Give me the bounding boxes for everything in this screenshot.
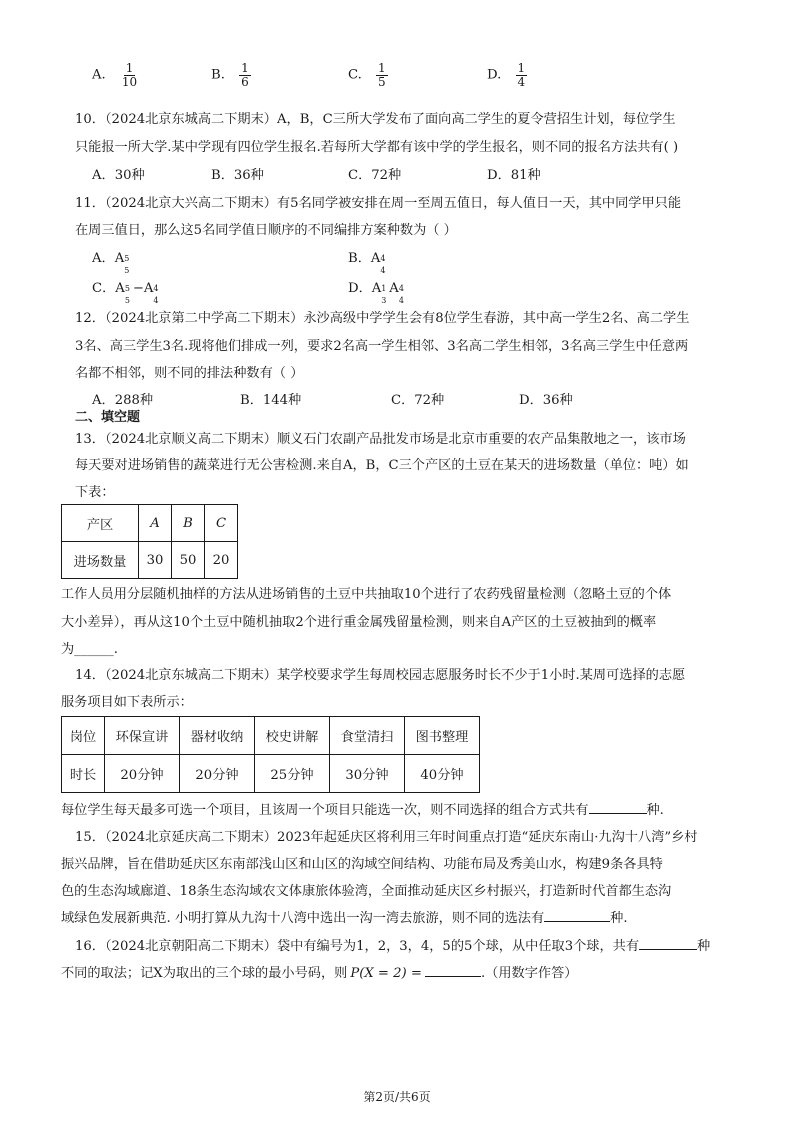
q15-line-3: 色的生态沟域廊道、18条生态沟域农文体康旅体验湾，全面推动延庆区乡村振兴，打造新时代首都生态沟 (61, 884, 672, 899)
q14-table-cell: 环保宣讲 (105, 717, 180, 755)
q9-option-b-letter: B. (211, 67, 225, 83)
q15-line-4: 域绿色发展新典范. 小明打算从九沟十八湾中选出一沟一湾去旅游，则不同的选法有 种. (61, 911, 628, 926)
q14-table-cell: 器材收纳 (180, 717, 255, 755)
q11-option-d: D．A 1 3 A 4 4 (348, 281, 404, 305)
q14-table-cell: 岗位 (62, 717, 105, 755)
q14-table-header-row (62, 717, 480, 755)
q13-line-3: 下表： (75, 485, 115, 500)
q15-answer-blank (544, 921, 610, 922)
q16-answer-blank-2 (425, 976, 481, 977)
q10-line-1: 10．（2024北京东城高二下期末）A，B，C三所大学发布了面向高二学生的夏令营招生计划，每位学生 (75, 112, 676, 127)
q13-table-cell: C (205, 505, 238, 542)
q14-table-cell: 30分钟 (330, 755, 405, 793)
q14-line-1: 14．（2024北京东城高二下期末）某学校要求学生每周校园志愿服务时长不少于1小时.某周可选择的志愿 (75, 668, 686, 683)
q9-option-c-letter: C. (348, 67, 362, 83)
q10-option-d: D．81种 (487, 168, 541, 183)
q13-line-1: 13．（2024北京顺义高二下期末）顺义石门农副产品批发市场是北京市重要的农产品集散地之一，该市场 (75, 432, 686, 447)
section-heading-fill-in: 二、填空题 (75, 410, 141, 425)
q14-line-2: 服务项目如下表所示： (61, 695, 193, 710)
q9-option-c-fraction: $\frac{1}{5}$ (378, 61, 386, 89)
page-footer: 第2页/共6页 (363, 1090, 431, 1104)
q12-option-d: D．36种 (519, 393, 573, 408)
q10-option-c: C．72种 (348, 168, 402, 183)
q9-option-b (211, 62, 251, 88)
q12-option-c: C．72种 (391, 393, 445, 408)
q9-option-d-fraction: $\frac{1}{4}$ (517, 61, 526, 89)
q13-table-data-row (62, 542, 238, 579)
q14-table-data-row (62, 755, 480, 793)
q14-table-cell: 25分钟 (255, 755, 330, 793)
q13-table-cell: 进场数量 (62, 542, 139, 579)
q13-table-cell: B (172, 505, 205, 542)
q13-table-cell: A (139, 505, 172, 542)
q14-table (61, 716, 480, 793)
q13-table-cell: 50 (172, 542, 205, 579)
q13-table (61, 504, 238, 579)
q13-line-6: 为______. (61, 642, 118, 657)
q13-table-header-row (62, 505, 238, 542)
q10-line-2: 只能报一所大学.某中学现有四位学生报名.若每所大学都有该中学的学生报名，则不同的报名方法共有( ) (75, 140, 679, 155)
q12-line-1: 12．（2024北京第二中学高二下期末）永沙高级中学学生会有8位学生春游，其中高一学生2名、高二学生 (75, 311, 690, 326)
q11-option-a: A．A 5 5 (92, 251, 130, 275)
q9-option-b-fraction: $\frac{1}{6}$ (241, 61, 249, 89)
q13-table-cell: 产区 (62, 505, 139, 542)
q9-option-a (92, 62, 139, 88)
q14-table-cell: 20分钟 (105, 755, 180, 793)
q14-table-cell: 食堂清扫 (330, 717, 405, 755)
q14-table-cell: 图书整理 (405, 717, 480, 755)
q9-option-d (487, 62, 527, 88)
q15-line-1: 15．（2024北京延庆高二下期末）2023年起延庆区将利用三年时间重点打造“延庆东南山·九沟十八湾”乡村 (75, 830, 698, 845)
q9-option-c (348, 62, 388, 88)
q16-line-1: 16．（2024北京朝阳高二下期末）袋中有编号为1，2，3，4，5的5个球，从中任取3个球，共有 种 (75, 939, 711, 954)
q11-line-2: 在周三值日，那么这5名同学值日顺序的不同编排方案种数为（ ） (75, 223, 457, 238)
q12-option-b: B．144种 (240, 393, 302, 408)
q14-answer-blank (589, 813, 647, 814)
q16-line-2: 不同的取法；记X为取出的三个球的最小号码，则 P(X = 2) = .（用数字作答） (61, 966, 578, 981)
q13-line-2: 每天要对进场销售的蔬菜进行无公害检测.来自A，B，C三个产区的土豆在某天的进场数量（单位：吨）如 (75, 458, 689, 473)
q11-line-1: 11．（2024北京大兴高二下期末）有5名同学被安排在周一至周五值日，每人值日一天，其中同学甲只能 (75, 196, 682, 211)
q14-table-cell: 时长 (62, 755, 105, 793)
q9-option-d-letter: D. (487, 67, 502, 83)
q15-line-2: 振兴品牌，旨在借助延庆区东南部浅山区和山区的沟域空间结构、功能布局及秀美山水，构建9条各具特 (61, 857, 663, 872)
q14-line-3: 每位学生每天最多可选一个项目，且该周一个项目只能选一次，则不同选择的组合方式共有 种. (61, 803, 664, 818)
q14-table-cell: 40分钟 (405, 755, 480, 793)
q16-answer-blank-1 (639, 949, 697, 950)
q14-table-cell: 20分钟 (180, 755, 255, 793)
q9-option-a-fraction: $\frac{1}{10}$ (121, 61, 138, 89)
q9-option-a-letter: A. (92, 67, 106, 83)
q13-table-cell: 30 (139, 542, 172, 579)
q12-line-2: 3名、高三学生3名.现将他们排成一列，要求2名高一学生相邻、3名高二学生相邻，3名高三学生中任意两 (75, 339, 689, 354)
q13-line-5: 大小差异），再从这10个土豆中随机抽取2个进行重金属残留量检测，则来自A产区的土豆被抽到的概率 (61, 615, 657, 630)
q11-option-b: B．A 4 4 (348, 251, 386, 275)
q14-table-cell: 校史讲解 (255, 717, 330, 755)
q10-option-a: A．30种 (92, 168, 145, 183)
q12-line-3: 名都不相邻，则不同的排法种数有（ ） (75, 366, 304, 381)
q11-option-c: C．A 5 5 −A 4 4 (92, 281, 159, 305)
q12-option-a: A．288种 (92, 393, 154, 408)
q10-option-b: B．36种 (211, 168, 264, 183)
q13-line-4: 工作人员用分层随机抽样的方法从进场销售的土豆中共抽取10个进行了农药残留量检测（忽略土豆的个体 (61, 587, 672, 602)
q13-table-cell: 20 (205, 542, 238, 579)
